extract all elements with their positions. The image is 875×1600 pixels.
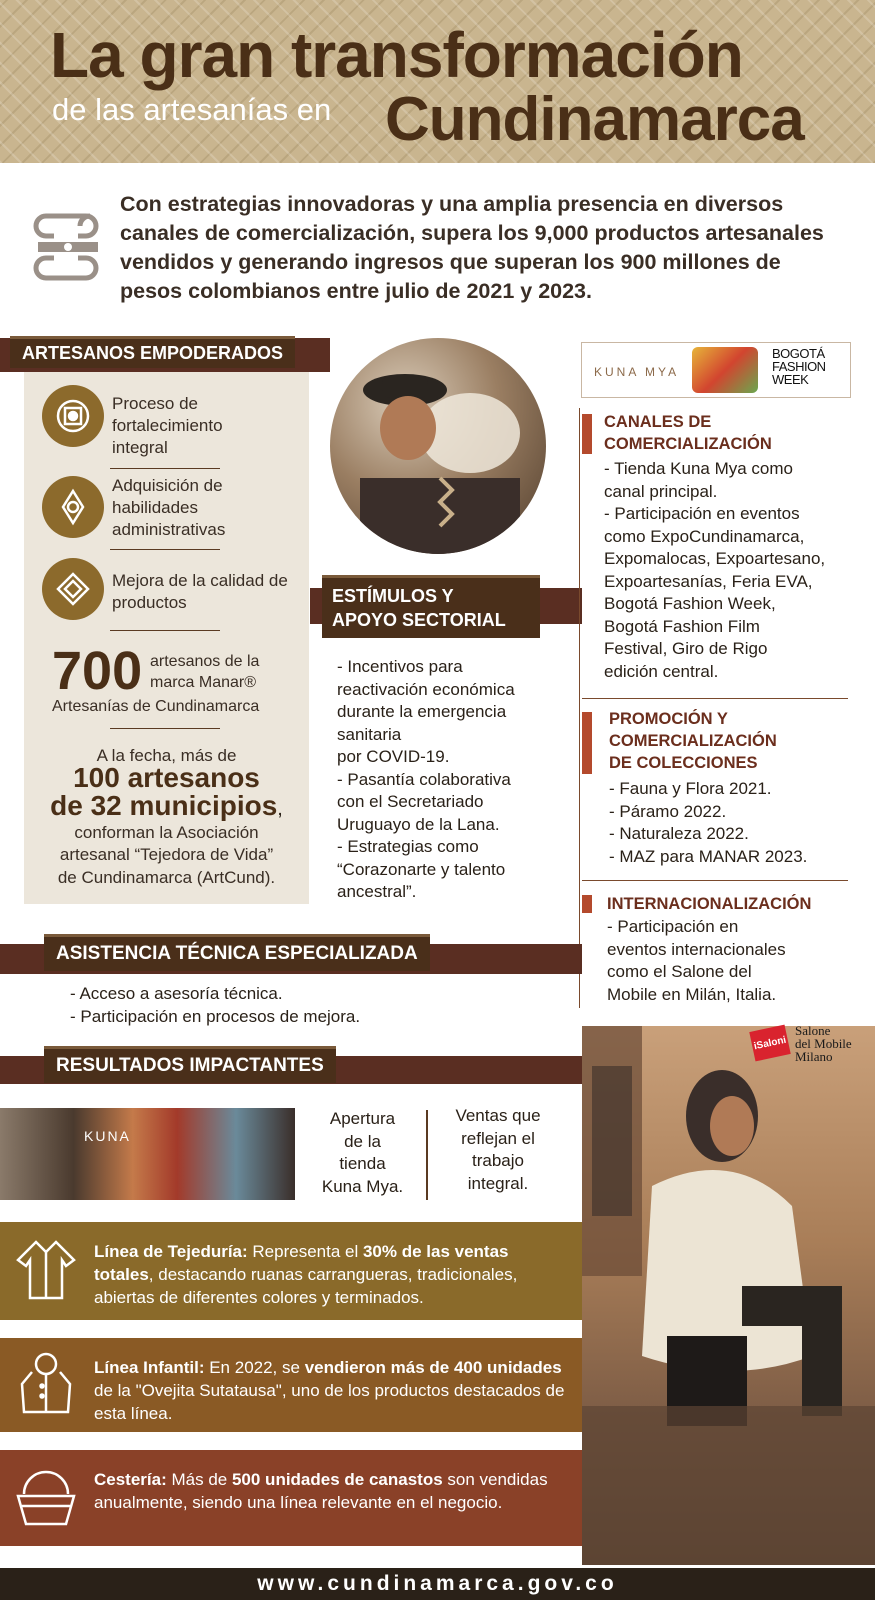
- tejeduria-text-2: , destacando ruanas carrangueras, tradicionales, abiertas de diferentes colores y terminados.: [94, 1265, 518, 1307]
- list-item: Expomalocas, Expoartesano,: [604, 549, 826, 568]
- ornament-icon: [42, 476, 104, 538]
- artesanos-item-1: Proceso de fortalecimiento integral: [112, 394, 223, 457]
- section-marker: [582, 414, 592, 454]
- fecha-line-1: A la fecha, más de: [96, 746, 237, 765]
- salone-line: del Mobile: [795, 1036, 852, 1051]
- diamond-pattern-icon: [42, 558, 104, 620]
- divider: [426, 1110, 428, 1200]
- canales-heading-line: COMERCIALIZACIÓN: [604, 435, 772, 453]
- kuna-mya-logo: KUNA MYA: [594, 365, 680, 379]
- bfw-line: BOGOTÁ: [772, 346, 825, 361]
- artesanos-item-2: Adquisición de habilidades administrativas: [112, 476, 226, 539]
- canales-list: [604, 458, 866, 683]
- divider: [582, 880, 848, 881]
- salone-line: Milano: [795, 1049, 833, 1064]
- fecha-highlight-2: de 32 municipios: [50, 790, 278, 821]
- bogota-fashion-week-logo: [772, 347, 826, 386]
- infantil-text: [94, 1356, 570, 1425]
- infantil-text-2: de la "Ovejita Sutatausa", uno de los productos destacados de esta línea.: [94, 1381, 565, 1423]
- list-item: edición central.: [604, 661, 719, 681]
- list-item: - Páramo 2022.: [609, 801, 727, 821]
- tejeduria-box: [0, 1222, 582, 1320]
- basket-icon: [12, 1464, 80, 1532]
- list-item: con el Secretariado: [337, 792, 484, 811]
- list-item: como ExpoCundinamarca,: [604, 526, 805, 546]
- list-item: reactivación económica: [337, 679, 515, 699]
- page-title-region: Cundinamarca: [385, 85, 804, 154]
- salone-badge-logo: iSaloni: [749, 1025, 790, 1062]
- canales-heading-line: CANALES DE: [604, 413, 712, 431]
- tejeduria-label: Línea de Tejeduría:: [94, 1242, 248, 1261]
- estimulos-heading: [322, 575, 540, 638]
- footer-url[interactable]: www.cundinamarca.gov.co: [0, 1568, 875, 1600]
- fecha-line-3: artesanal “Tejedora de Vida”: [59, 845, 274, 864]
- divider: [582, 698, 848, 699]
- estimulos-list: [337, 656, 562, 904]
- apertura-text: [305, 1108, 420, 1198]
- canales-heading: [604, 411, 772, 455]
- spiral-ornament-icon: [32, 208, 104, 286]
- cesteria-text-1: Más de: [166, 1470, 232, 1489]
- list-item: durante la emergencia: [337, 702, 507, 721]
- count-caption-3: Artesanías de Cundinamarca: [52, 698, 260, 715]
- header-banner: [0, 0, 875, 163]
- ventas-line: trabajo: [472, 1151, 524, 1170]
- salone-logo: [795, 1024, 852, 1063]
- fecha-line-4: de Cundinamarca (ArtCund).: [57, 868, 276, 887]
- hooded-jacket-icon: [12, 1350, 80, 1418]
- section-marker: [582, 712, 592, 774]
- estimulos-heading-line2: APOYO SECTORIAL: [332, 610, 506, 630]
- salone-line: Salone: [795, 1023, 831, 1038]
- ventas-text: [436, 1105, 560, 1195]
- cundinamarca-logo: [692, 347, 758, 393]
- apertura-line: Kuna Mya.: [321, 1176, 404, 1196]
- list-item: - Participación en eventos: [604, 504, 800, 523]
- artesanos-item-3: Mejora de la calidad de productos: [112, 571, 288, 612]
- list-item: Mobile en Milán, Italia.: [607, 984, 777, 1004]
- right-column-border: [579, 408, 580, 1008]
- count-caption-1: artesanos de la: [150, 653, 260, 670]
- list-item: - Naturaleza 2022.: [609, 824, 749, 843]
- infantil-highlight: vendieron más de 400 unidades: [304, 1358, 562, 1377]
- list-item: canal principal.: [604, 481, 718, 501]
- ventas-line: Ventas que: [455, 1106, 541, 1125]
- page-subtitle: de las artesanías en: [52, 92, 332, 127]
- bfw-line: WEEK: [772, 372, 809, 387]
- divider: [110, 728, 220, 729]
- fecha-highlight-2-row: [24, 790, 309, 822]
- list-item: Uruguayo de la Lana.: [337, 814, 500, 834]
- cesteria-text-2: son vendidas anualmente, siendo una línea relevante en el negocio.: [94, 1470, 548, 1512]
- divider: [110, 549, 220, 550]
- list-item: sanitaria: [337, 724, 402, 744]
- artisan-photo: [330, 338, 546, 554]
- list-item: - Tienda Kuna Mya como: [604, 459, 793, 478]
- promocion-heading: [609, 708, 777, 774]
- target-icon: [42, 385, 104, 447]
- page-title: La gran transformación: [50, 19, 743, 91]
- store-photo: [0, 1108, 295, 1200]
- promocion-heading-line: DE COLECCIONES: [609, 754, 758, 772]
- cesteria-box: [0, 1450, 582, 1546]
- infantil-text-1: En 2022, se: [204, 1358, 305, 1377]
- intro-paragraph: Con estrategias innovadoras y una amplia presencia en diversos canales de comercialización, supera los 9,000 productos artesanales vendidos y generando ingresos que superan los 900 millones de pesos colombianos entre julio de 2021 y 2023.: [120, 192, 824, 303]
- list-item: - Participación en: [607, 917, 739, 936]
- internacional-heading: INTERNACIONALIZACIÓN: [607, 895, 812, 913]
- list-item: Bogotá Fashion Week,: [604, 594, 776, 613]
- list-item: - Fauna y Flora 2021.: [609, 779, 772, 798]
- list-item: ancestral”.: [337, 882, 417, 901]
- list-item: Bogotá Fashion Film: [604, 616, 760, 636]
- list-item: - Acceso a asesoría técnica.: [70, 984, 283, 1003]
- promocion-heading-line: PROMOCIÓN Y: [609, 710, 728, 728]
- infantil-label: Línea Infantil:: [94, 1358, 205, 1377]
- divider: [110, 630, 220, 631]
- ventas-line: reflejan el: [461, 1128, 535, 1148]
- list-item: - Incentivos para: [337, 657, 463, 676]
- cesteria-text: [94, 1468, 570, 1514]
- resultados-heading: RESULTADOS IMPACTANTES: [44, 1046, 336, 1083]
- artesanos-heading: ARTESANOS EMPODERADOS: [10, 336, 295, 368]
- estimulos-heading-line1: ESTÍMULOS Y: [332, 586, 454, 606]
- tejeduria-text-1: Representa el: [247, 1242, 363, 1261]
- artesanos-count: 700: [52, 641, 143, 701]
- asistencia-heading: ASISTENCIA TÉCNICA ESPECIALIZADA: [44, 934, 430, 971]
- list-item: como el Salone del: [607, 962, 752, 981]
- list-item: - Participación en procesos de mejora.: [70, 1007, 361, 1026]
- apertura-line: de la: [344, 1131, 381, 1151]
- count-caption-2: marca Manar®: [150, 674, 257, 691]
- promocion-heading-line: COMERCIALIZACIÓN: [609, 732, 777, 750]
- bfw-line: FASHION: [772, 359, 826, 374]
- fecha-line-2: conforman la Asociación: [74, 823, 259, 842]
- apertura-line: tienda: [339, 1154, 386, 1173]
- divider: [110, 468, 220, 469]
- store-sign: KUNA: [84, 1128, 131, 1144]
- list-item: Expoartesanías, Feria EVA,: [604, 571, 813, 591]
- list-item: “Corazonarte y talento: [337, 859, 506, 879]
- fecha-highlight-1: 100 artesanos: [73, 762, 260, 793]
- list-item: - Pasantía colaborativa: [337, 769, 511, 789]
- internacional-list: [607, 916, 867, 1006]
- cesteria-label: Cestería:: [94, 1470, 167, 1489]
- apertura-line: Apertura: [329, 1109, 396, 1128]
- list-item: Festival, Giro de Rigo: [604, 639, 768, 658]
- section-marker: [582, 895, 592, 913]
- list-item: eventos internacionales: [607, 939, 786, 959]
- model-photo: [582, 1023, 875, 1565]
- list-item: por COVID-19.: [337, 747, 450, 766]
- tejeduria-highlight: 30% de las ventas totales: [94, 1242, 509, 1284]
- infantil-box: [0, 1338, 582, 1432]
- list-item: - Estrategias como: [337, 837, 479, 856]
- tejeduria-text: [94, 1240, 570, 1309]
- list-item: - MAZ para MANAR 2023.: [609, 846, 808, 866]
- asistencia-list: [70, 982, 360, 1028]
- partner-logos: [581, 342, 851, 398]
- fecha-comma: ,: [277, 798, 283, 820]
- ventas-line: integral.: [467, 1173, 529, 1193]
- promocion-list: [609, 778, 869, 868]
- ruana-icon: [12, 1236, 80, 1304]
- cesteria-highlight: 500 unidades de canastos: [231, 1470, 443, 1489]
